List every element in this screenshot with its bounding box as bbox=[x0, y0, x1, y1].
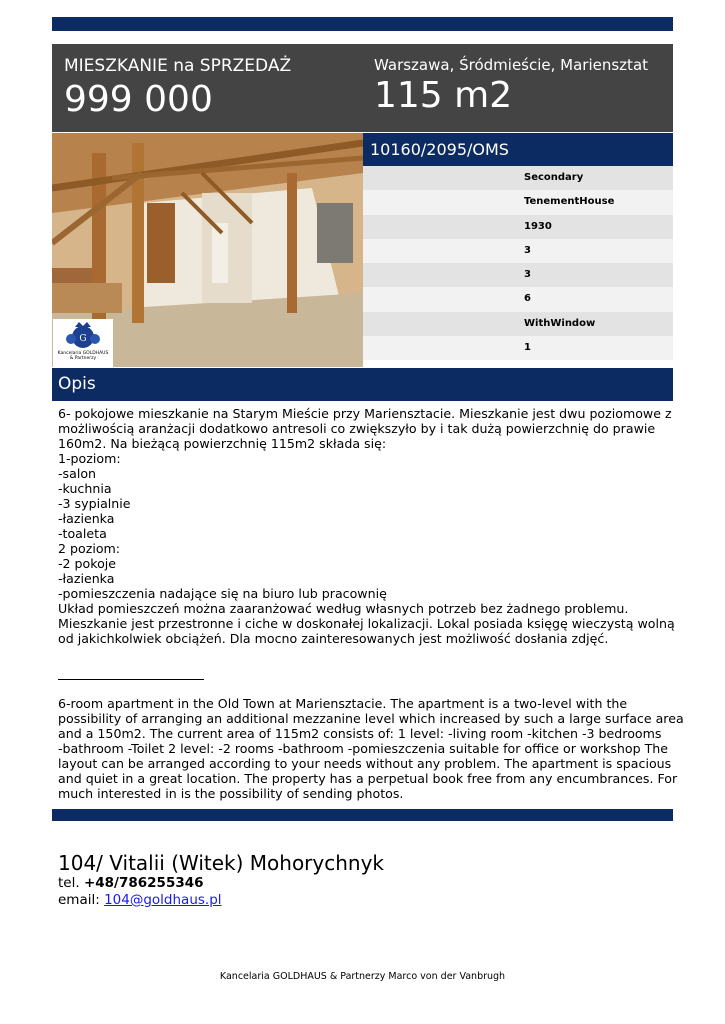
phone-label: tel. bbox=[58, 875, 80, 891]
company-logo bbox=[53, 319, 113, 367]
description-line: 160m2. Na bieżącą powierzchnię 115m2 składa się: bbox=[58, 436, 387, 451]
description-line: and a 150m2. The current area of 115m2 consists of: 1 level: -living room -kitchen -3 bedrooms bbox=[58, 726, 662, 741]
description-line: 6-room apartment in the Old Town at Mariensztacie. The apartment is a two-level with the bbox=[58, 696, 628, 711]
description-line: -bathroom -Toilet 2 level: -2 rooms -bathroom -pomieszczenia suitable for office or workshop The bbox=[58, 741, 669, 756]
section-title: Opis bbox=[52, 368, 673, 401]
email-label: email: bbox=[58, 892, 100, 908]
reference-number: 10160/2095/OMS bbox=[363, 133, 673, 166]
description-line: Układ pomieszczeń można zaaranżować według własnych potrzeb bez żadnego problemu. bbox=[58, 601, 629, 616]
param-row: WithWindow bbox=[363, 312, 673, 336]
area: 115 m2 bbox=[374, 75, 513, 116]
param-row: 3 bbox=[363, 239, 673, 263]
description-line: 2 poziom: bbox=[58, 541, 121, 556]
phone-number: +48/786255346 bbox=[83, 875, 204, 891]
crest-icon bbox=[63, 321, 103, 351]
email-link[interactable]: 104@goldhaus.pl bbox=[104, 892, 222, 908]
agent-phone bbox=[58, 875, 384, 892]
property-photo bbox=[52, 133, 363, 367]
description-line: 6- pokojowe mieszkanie na Starym Mieście przy Mariensztacie. Mieszkanie jest dwu poziomowe z bbox=[58, 406, 672, 421]
description-line: -pomieszczenia nadające się na biuro lub pracownię bbox=[58, 586, 387, 601]
param-row: 3 bbox=[363, 263, 673, 287]
offer-type: MIESZKANIE na SPRZEDAŻ bbox=[64, 56, 292, 76]
param-row: Secondary bbox=[363, 166, 673, 190]
description-line: możliwością aranżacji dodatkowo antresoli co zwiększyło by i tak dużą powierzchnię do prawie bbox=[58, 421, 656, 436]
logo-text-line1: Kancelaria GOLDHAUS bbox=[57, 351, 109, 356]
description-line: possibility of arranging an additional mezzanine level which increased by such a large surface area bbox=[58, 711, 684, 726]
params-table bbox=[363, 166, 673, 360]
svg-text:G: G bbox=[79, 334, 87, 344]
description-line: -3 sypialnie bbox=[58, 496, 131, 511]
price: 999 000 bbox=[64, 79, 213, 120]
agent-contact bbox=[58, 851, 384, 909]
description-line: -łazienka bbox=[58, 571, 115, 586]
description-pl bbox=[58, 406, 675, 646]
param-row: TenementHouse bbox=[363, 190, 673, 214]
location: Warszawa, Śródmieście, Mariensztat bbox=[374, 56, 649, 74]
param-row: 1 bbox=[363, 336, 673, 360]
param-row: 6 bbox=[363, 287, 673, 311]
agent-email bbox=[58, 892, 384, 909]
description-en bbox=[58, 696, 684, 801]
description-line: layout can be arranged according to your needs without any problem. The apartment is spacious bbox=[58, 756, 672, 771]
description-line: Mieszkanie jest przestronne i ciche w doskonałej lokalizacji. Lokal posiada księgę wieczystą wolną bbox=[58, 616, 675, 631]
agent-name: 104/ Vitalii (Witek) Mohorychnyk bbox=[58, 851, 385, 875]
bottom-accent-bar bbox=[52, 809, 673, 821]
param-row: 1930 bbox=[363, 215, 673, 239]
description-line: -2 pokoje bbox=[58, 556, 117, 571]
description-line: od jakichkolwiek obciążeń. Dla mocno zainteresowanych jest możliwość dosłania zdjęć. bbox=[58, 631, 609, 646]
description-line: -salon bbox=[58, 466, 97, 481]
separator-line bbox=[58, 679, 204, 680]
description-line: -łazienka bbox=[58, 511, 115, 526]
description-line: 1-poziom: bbox=[58, 451, 121, 466]
logo-text-line2: & Partnerzy bbox=[69, 356, 97, 361]
top-accent-bar bbox=[52, 17, 673, 31]
listing-header bbox=[52, 44, 673, 132]
description-line: -toaleta bbox=[58, 526, 107, 541]
description-line: -kuchnia bbox=[58, 481, 112, 496]
description-line: much interested in is the possibility of sending photos. bbox=[58, 786, 404, 801]
description-line: and quiet in a great location. The property has a perpetual book free from any encumbrances. For bbox=[58, 771, 678, 786]
footer-text: Kancelaria GOLDHAUS & Partnerzy Marco von der Vanbrugh bbox=[219, 971, 506, 982]
